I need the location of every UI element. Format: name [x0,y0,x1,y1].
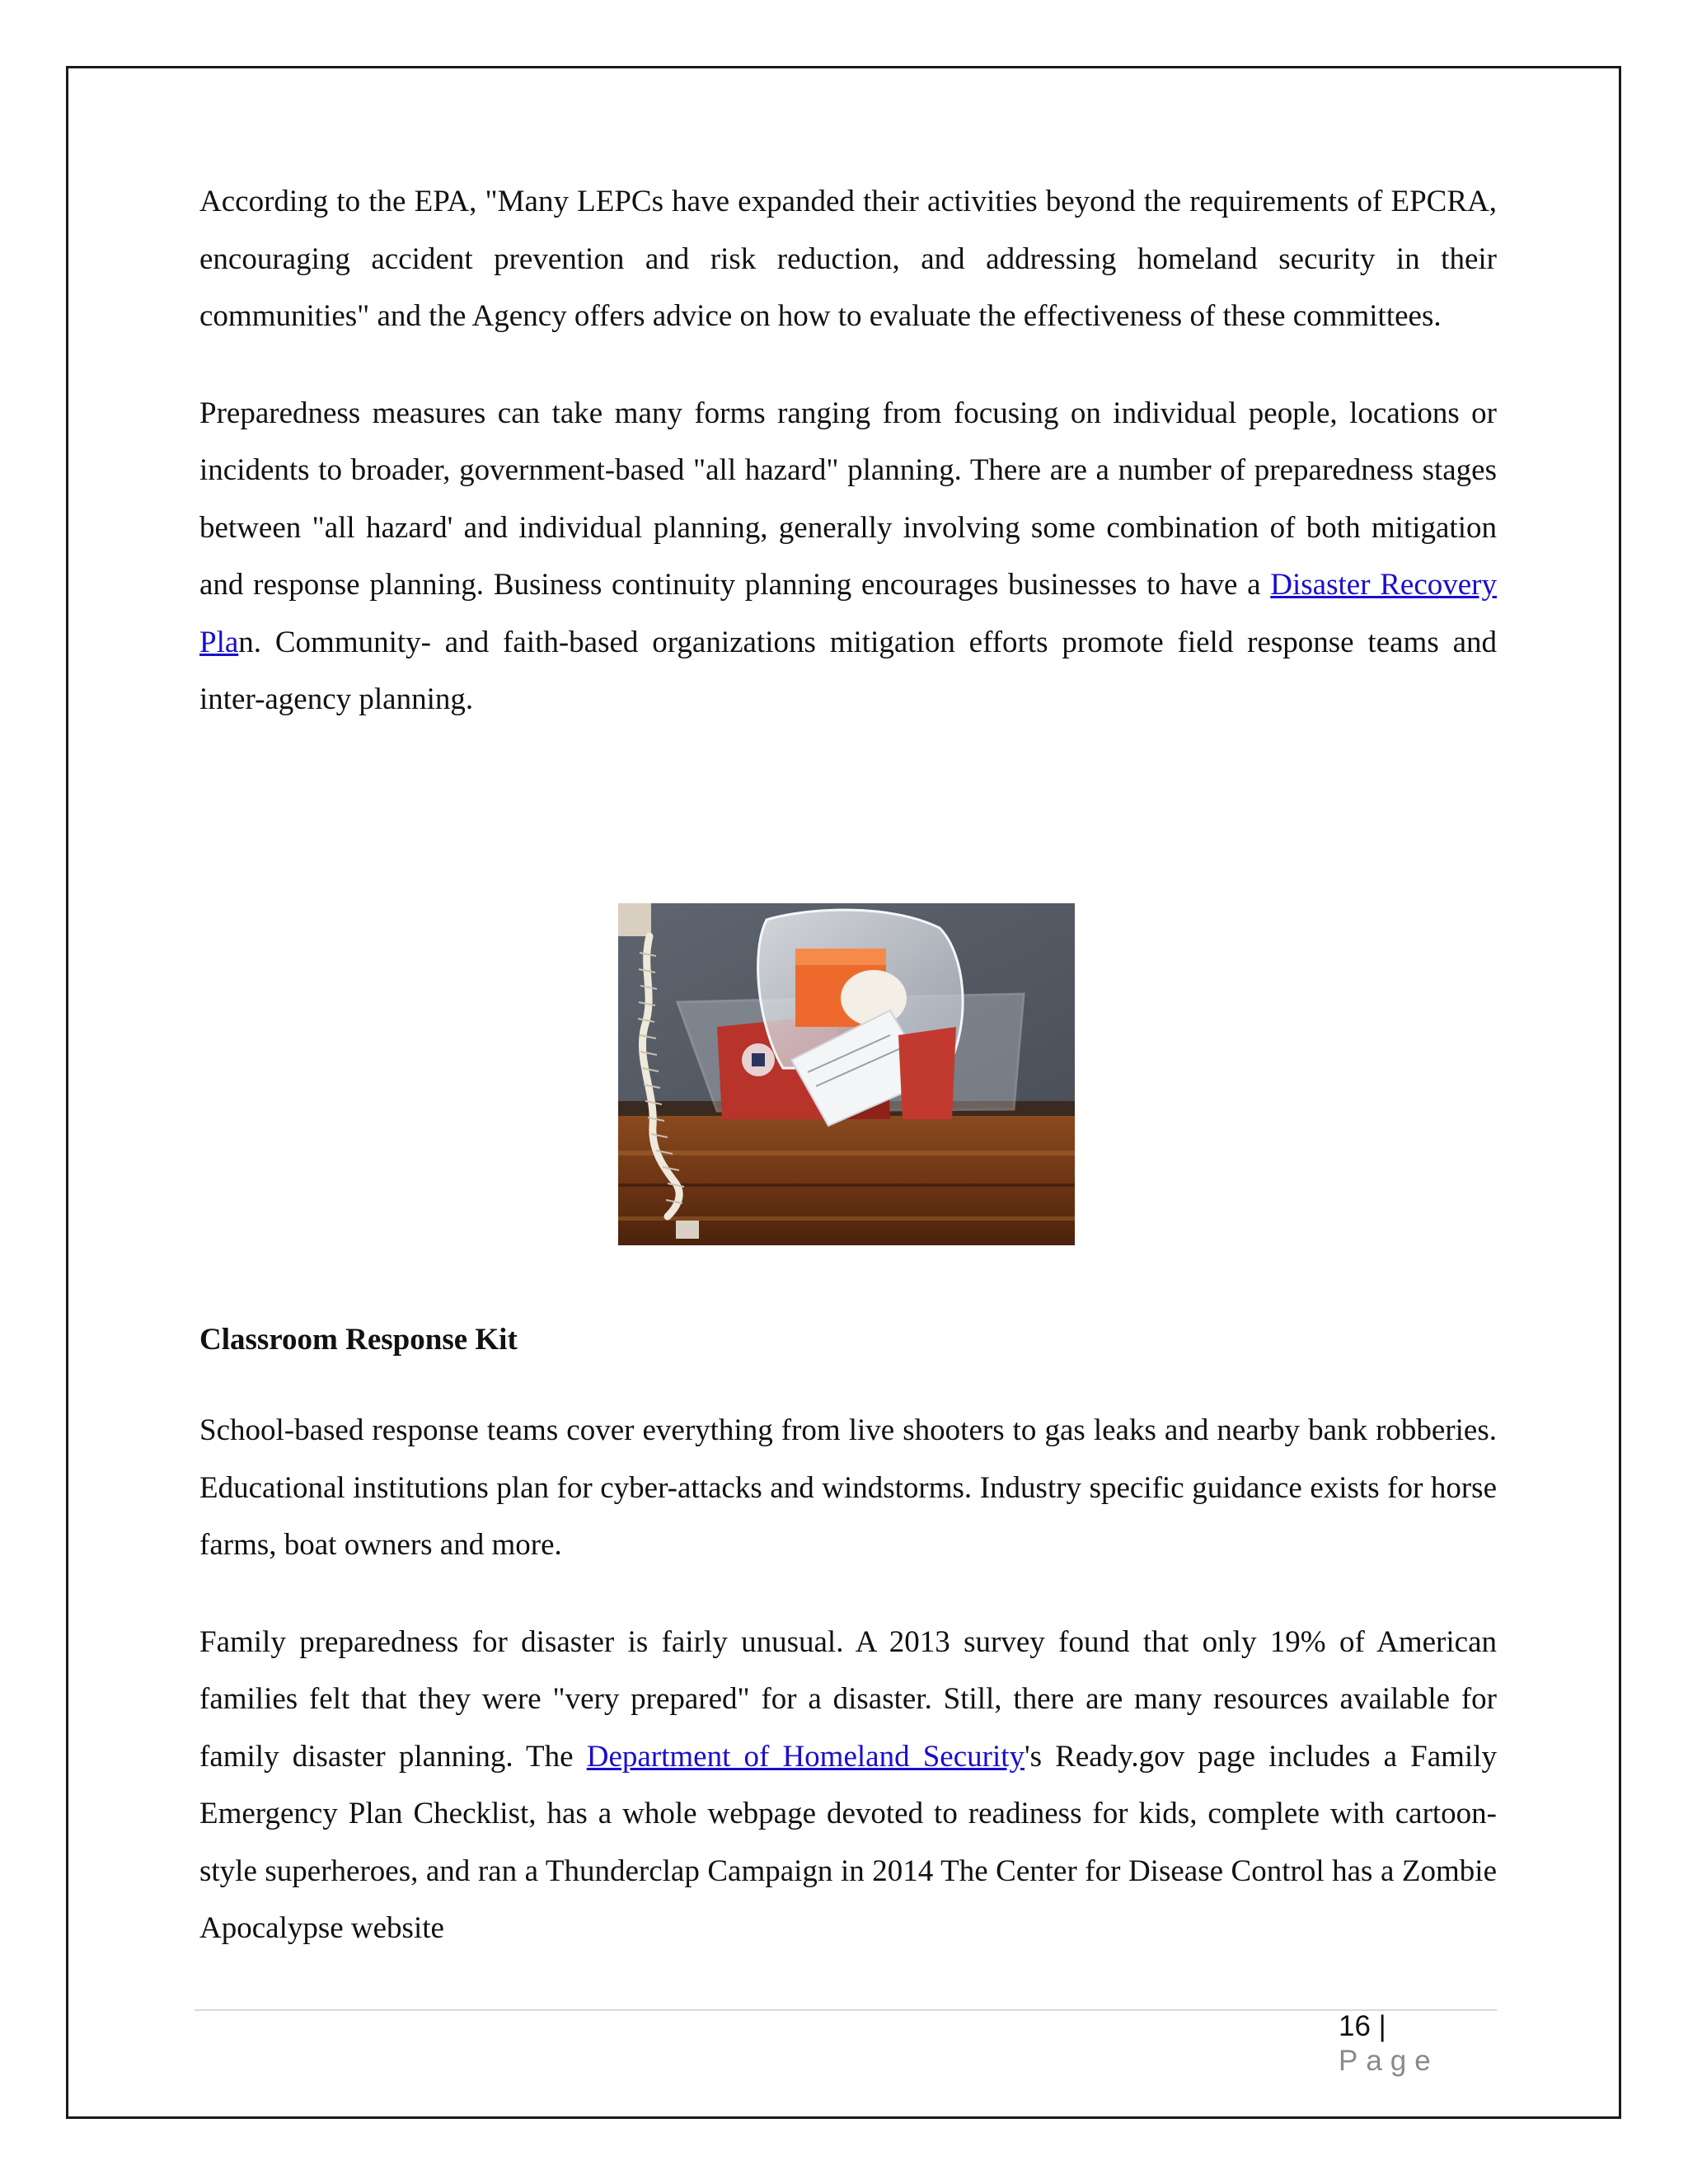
footer-divider [195,2009,1497,2011]
paragraph-text: n. Community- and faith-based organizations mitigation efforts promote field response teams and inter-agency planning. [199,625,1497,716]
page-number-separator: | [1378,2010,1386,2042]
paragraph-text: 's Ready.gov page includes a Family Emergency Plan Checklist, has a whole webpage devoted to readiness for kids, complete with cartoon-style superheroes, and ran a Thunderclap Campaign in 2014 The Center for Disease Control has a Zombie Apocalypse website [199,1739,1497,1945]
department-of-homeland-security-link[interactable]: Department of Homeland Security [586,1739,1025,1774]
body-text-bottom [199,1402,1497,1997]
paragraph-school-response-teams: School-based response teams cover everything from live shooters to gas leaks and nearby bank robberies. Educational institutions plan for cyber-attacks and windstorms. Industry specific guidance exists for horse farms, boat owners and more. [199,1413,1497,1562]
paragraph-preparedness-measures [199,385,1497,729]
kit-photo-illustration [618,903,1075,1245]
body-text-top [199,173,1497,768]
paragraph-epa-lepcs: According to the EPA, "Many LEPCs have expanded their activities beyond the requirements of EPCRA, encouraging accident prevention and risk reduction, and addressing homeland security in their communities" and the Agency offers advice on how to evaluate the effectiveness of these committees. [199,185,1497,333]
paragraph-text: Preparedness measures can take many forms ranging from focusing on individual people, locations or incidents to broader, government-based "all hazard" planning. There are a number of preparedness stages between "all hazard' and individual planning, generally involving some combination of both mitigation and response planning. Business continuity planning encourages businesses to have a [199,396,1497,602]
page-number [1339,2009,1487,2079]
disaster-recovery-plan-link[interactable]: Disaster Recovery Pla [199,568,1497,659]
paragraph-family-preparedness [199,1614,1497,1957]
classroom-response-kit-photo [618,903,1075,1245]
section-heading: Classroom Response Kit [199,1323,518,1357]
page-number-value: 16 [1339,2010,1371,2042]
paragraph-text: Family preparedness for disaster is fairly unusual. A 2013 survey found that only 19% of American families felt that they were "very prepared" for a disaster. Still, there are many resources available for family disaster planning. The [199,1624,1497,1774]
page-label: Page [1339,2045,1439,2077]
